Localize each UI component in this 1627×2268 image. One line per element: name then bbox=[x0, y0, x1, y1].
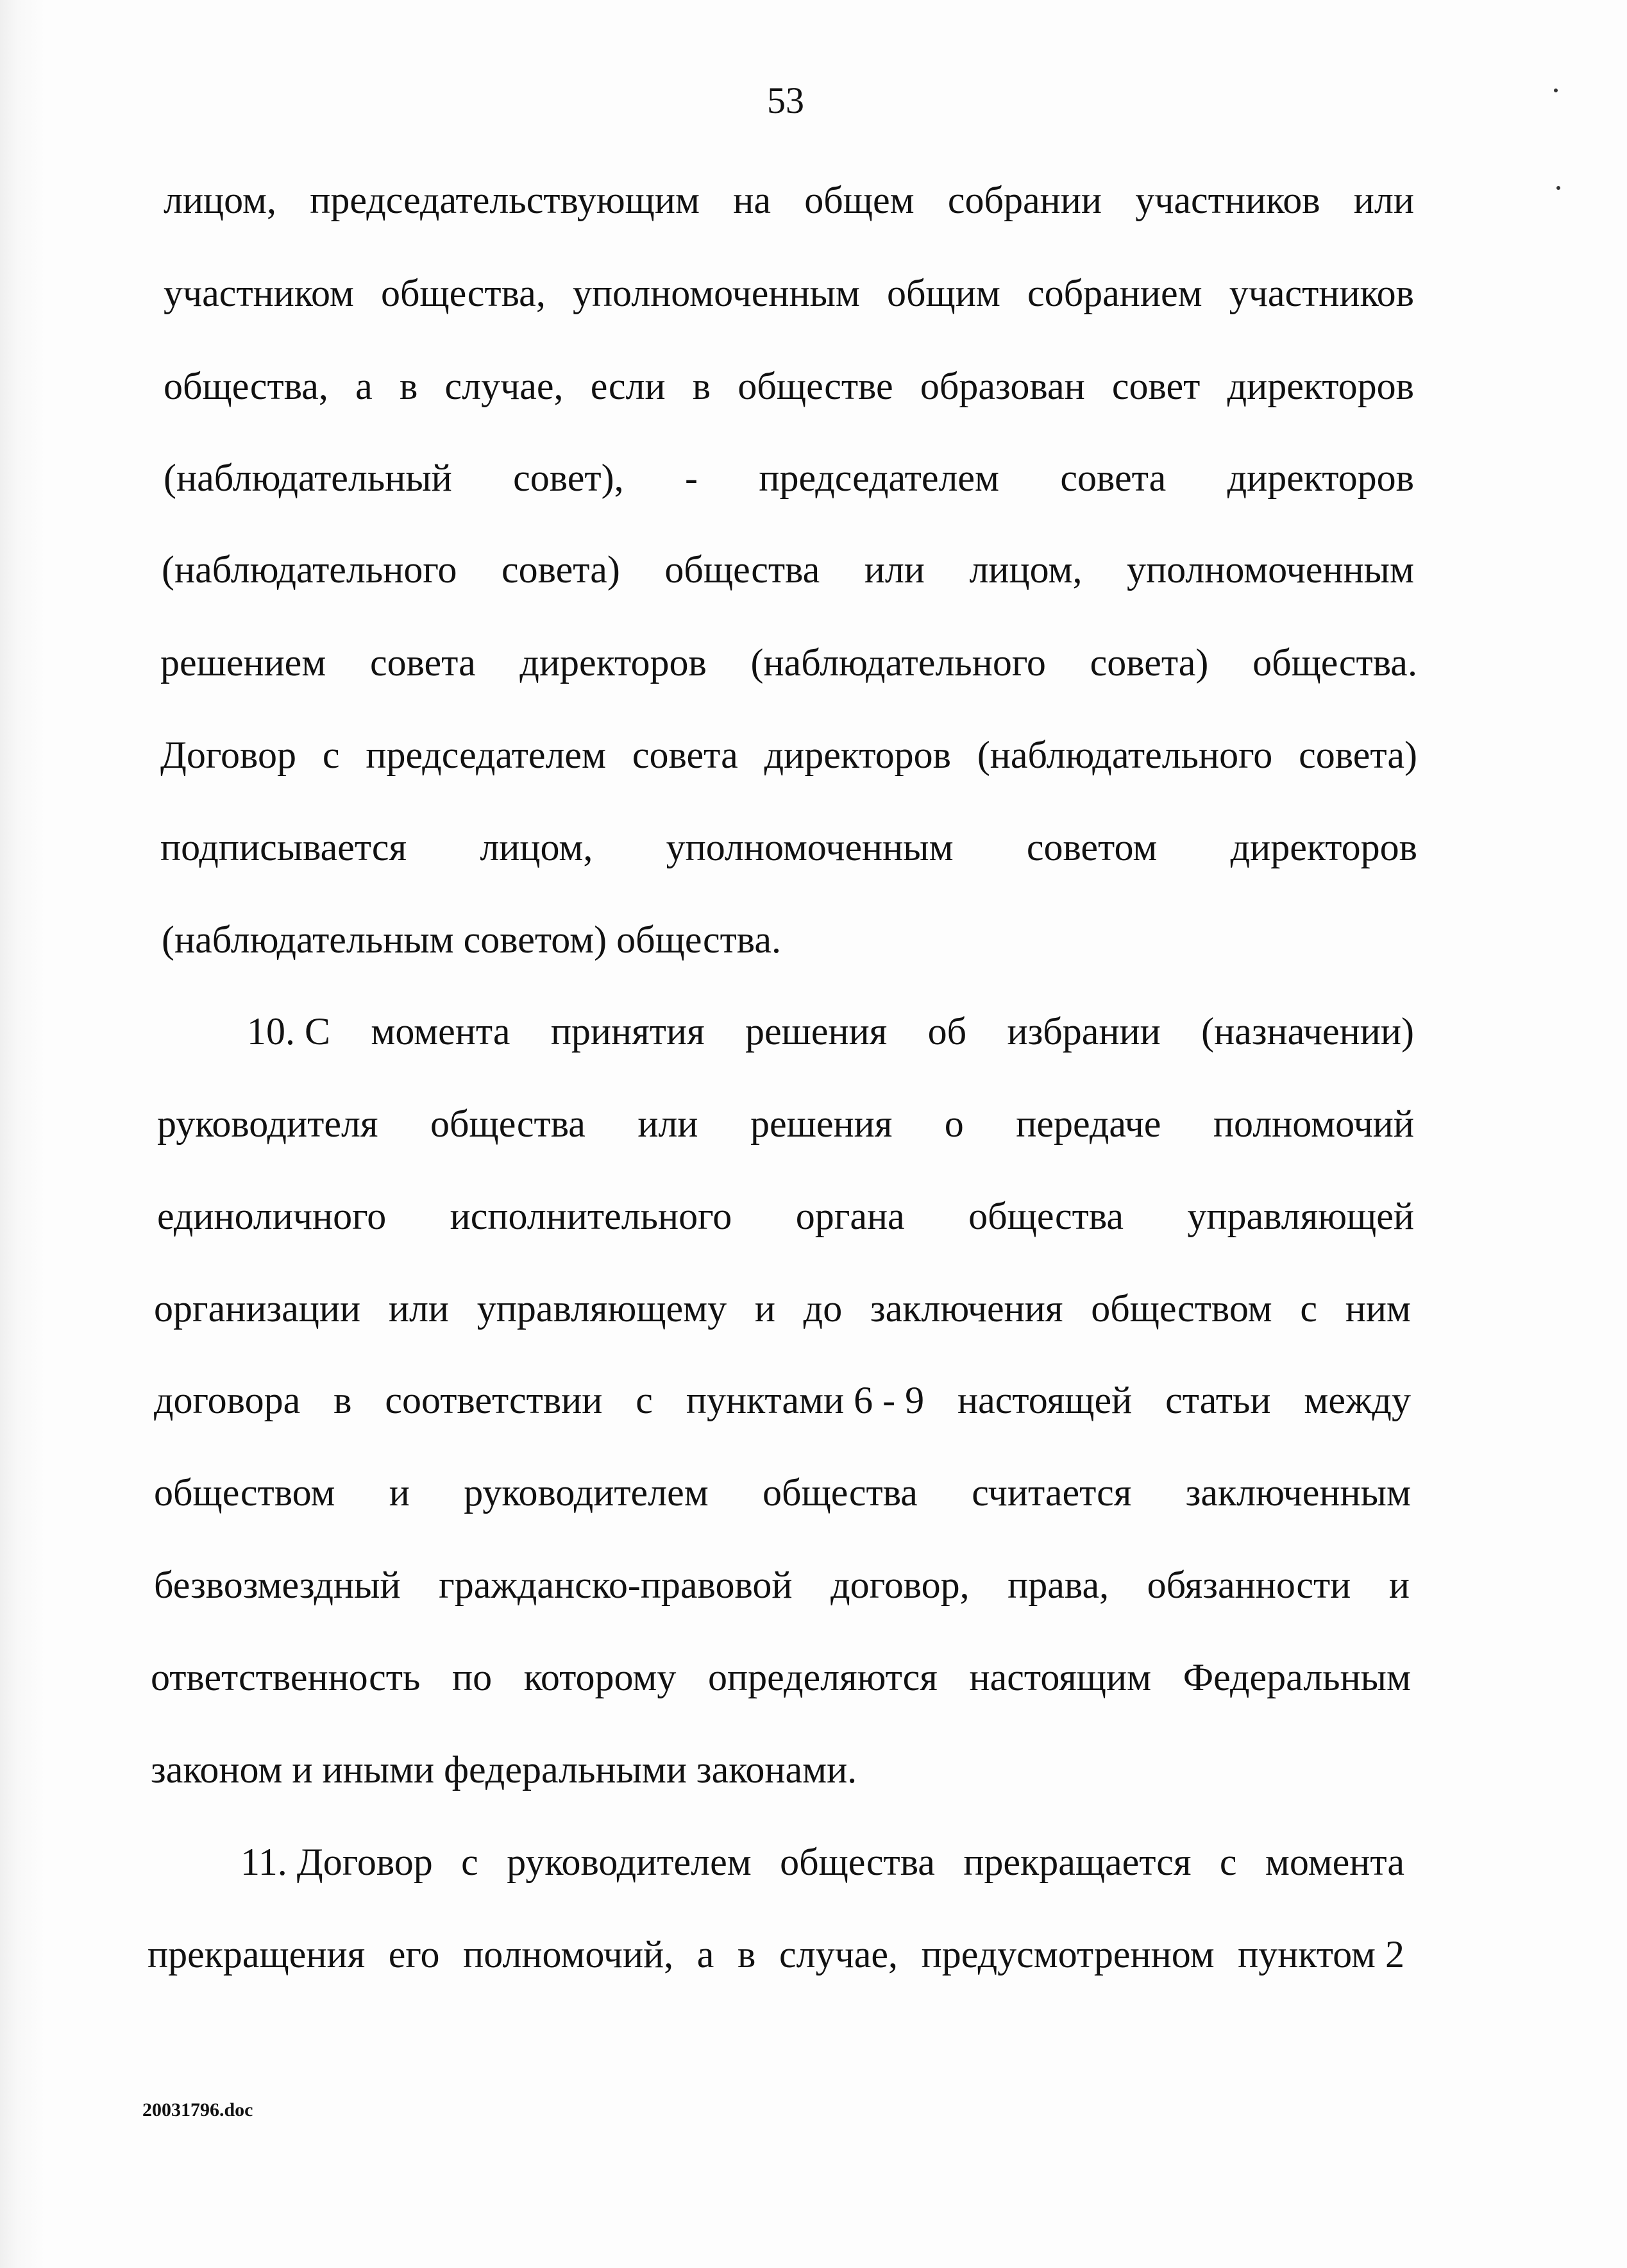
text-word: статьи bbox=[1165, 1379, 1271, 1421]
text-word: директоров bbox=[1227, 365, 1414, 407]
text-word: подписывается bbox=[160, 826, 407, 868]
text-word: образован bbox=[920, 365, 1085, 407]
text-word: лицом, bbox=[164, 179, 276, 221]
text-word: или bbox=[1353, 179, 1414, 221]
text-word: пунктом 2 bbox=[1238, 1933, 1404, 1976]
text-line bbox=[164, 459, 1414, 497]
text-word: (наблюдательный bbox=[164, 457, 452, 499]
text-line bbox=[157, 1197, 1414, 1235]
page-number: 53 bbox=[767, 80, 804, 121]
text-word: его bbox=[388, 1933, 440, 1976]
text-word: избрании bbox=[1007, 1010, 1161, 1053]
text-word: общества. bbox=[1252, 641, 1417, 684]
text-word: общества, bbox=[164, 365, 328, 407]
text-line bbox=[148, 1935, 1404, 1974]
text-line bbox=[240, 1843, 1404, 1881]
text-word: об bbox=[927, 1010, 967, 1053]
text-word: советом bbox=[1026, 826, 1158, 868]
text-line: законом и иными федеральными законами. bbox=[151, 1748, 857, 1791]
text-word: прекращения bbox=[148, 1933, 366, 1976]
text-word: обществом bbox=[1091, 1287, 1272, 1330]
text-word: лицом, bbox=[480, 826, 593, 868]
text-word: председательствующим bbox=[310, 179, 700, 221]
text-word: (назначении) bbox=[1201, 1010, 1414, 1053]
text-word: договора bbox=[154, 1379, 301, 1421]
text-word: соответствии bbox=[385, 1379, 603, 1421]
text-word: директоров bbox=[764, 734, 951, 776]
text-word: на bbox=[733, 179, 771, 221]
text-word: безвозмездный bbox=[154, 1564, 401, 1606]
text-word: заключенным bbox=[1185, 1471, 1411, 1514]
text-word: участников bbox=[1135, 179, 1320, 221]
text-word: единоличного bbox=[157, 1195, 387, 1237]
text-word: уполномоченным bbox=[572, 272, 860, 314]
text-word: передаче bbox=[1016, 1103, 1161, 1145]
text-line bbox=[160, 736, 1417, 774]
text-word: управляющей bbox=[1187, 1195, 1414, 1237]
text-line bbox=[157, 1104, 1414, 1143]
text-word: совета bbox=[369, 641, 476, 684]
text-word: 11. Договор bbox=[240, 1841, 433, 1883]
text-word: ним bbox=[1345, 1287, 1411, 1330]
text-word: (наблюдательного bbox=[977, 734, 1273, 776]
text-word: случае, bbox=[779, 1933, 898, 1976]
text-word: общества bbox=[664, 548, 820, 591]
text-word: с bbox=[1219, 1841, 1237, 1883]
text-word: общества bbox=[968, 1195, 1124, 1237]
text-word: общим bbox=[887, 272, 1000, 314]
text-word: Федеральным bbox=[1183, 1656, 1411, 1698]
text-word: предусмотренном bbox=[921, 1933, 1215, 1976]
text-word: общем bbox=[804, 179, 915, 221]
text-word: директоров bbox=[1230, 826, 1417, 868]
text-word: с bbox=[322, 734, 340, 776]
text-word: уполномоченным bbox=[666, 826, 954, 868]
text-word: или bbox=[637, 1103, 698, 1145]
text-word: совета) bbox=[1090, 641, 1209, 684]
text-word: совет bbox=[1111, 365, 1201, 407]
text-line bbox=[160, 828, 1417, 867]
text-word: руководителя bbox=[157, 1103, 378, 1145]
scan-edge-shadow bbox=[0, 0, 45, 2268]
text-word: директоров bbox=[519, 641, 707, 684]
text-word: руководителем bbox=[507, 1841, 752, 1883]
text-line bbox=[151, 1658, 1411, 1697]
text-word: а bbox=[355, 365, 373, 407]
text-word: совета) bbox=[1299, 734, 1417, 776]
text-word: или bbox=[864, 548, 925, 591]
text-word: полномочий bbox=[1213, 1103, 1414, 1145]
text-word: о bbox=[944, 1103, 964, 1145]
text-word: и bbox=[389, 1471, 410, 1514]
text-word: с bbox=[636, 1379, 653, 1421]
text-word: заключения bbox=[870, 1287, 1063, 1330]
text-word: собранием bbox=[1027, 272, 1202, 314]
text-word: момента bbox=[371, 1010, 510, 1053]
text-word: полномочий, bbox=[463, 1933, 674, 1976]
text-word: случае, bbox=[444, 365, 564, 407]
text-word: обществом bbox=[154, 1471, 335, 1514]
text-word: настоящей bbox=[957, 1379, 1133, 1421]
text-word: обществе bbox=[738, 365, 893, 407]
text-word: считается bbox=[972, 1471, 1132, 1514]
text-word: гражданско-правовой bbox=[439, 1564, 793, 1606]
text-word: пунктами 6 - 9 bbox=[686, 1379, 925, 1421]
text-word: (наблюдательного bbox=[750, 641, 1046, 684]
text-word: которому bbox=[523, 1656, 677, 1698]
text-word: совет), bbox=[513, 457, 624, 499]
text-word: ответственность bbox=[151, 1656, 421, 1698]
text-word: решением bbox=[160, 641, 326, 684]
text-word: с bbox=[461, 1841, 478, 1883]
document-filename: 20031796.doc bbox=[142, 2099, 253, 2120]
text-word: в bbox=[692, 365, 711, 407]
text-word: определяются bbox=[708, 1656, 938, 1698]
text-word: по bbox=[452, 1656, 493, 1698]
text-word: и bbox=[754, 1287, 775, 1330]
text-word: в bbox=[738, 1933, 756, 1976]
text-line bbox=[164, 181, 1414, 219]
text-word: обязанности bbox=[1147, 1564, 1351, 1606]
text-word: участников bbox=[1229, 272, 1414, 314]
text-word: совета bbox=[632, 734, 738, 776]
text-line bbox=[154, 1289, 1411, 1328]
text-word: участником bbox=[164, 272, 354, 314]
text-word: общества, bbox=[380, 272, 546, 314]
text-word: а bbox=[696, 1933, 714, 1976]
text-word: собрании bbox=[947, 179, 1102, 221]
text-word: или bbox=[388, 1287, 449, 1330]
text-word: совета bbox=[1060, 457, 1167, 499]
text-word: в bbox=[399, 365, 418, 407]
text-word: в bbox=[333, 1379, 352, 1421]
text-word: с bbox=[1300, 1287, 1317, 1330]
text-word: если bbox=[590, 365, 666, 407]
text-line bbox=[154, 1381, 1411, 1419]
text-word: и bbox=[1388, 1564, 1410, 1606]
text-word: председателем bbox=[759, 457, 1000, 499]
text-line bbox=[164, 367, 1414, 405]
text-word: председателем bbox=[366, 734, 607, 776]
text-word: между bbox=[1304, 1379, 1411, 1421]
text-word: руководителем bbox=[464, 1471, 709, 1514]
text-word: лицом, bbox=[969, 548, 1083, 591]
scan-speck bbox=[1556, 186, 1560, 190]
text-word: решения bbox=[750, 1103, 893, 1145]
text-word: общества bbox=[780, 1841, 935, 1883]
text-word: Договор bbox=[160, 734, 296, 776]
text-line bbox=[154, 1566, 1410, 1604]
text-word: договор, bbox=[830, 1564, 970, 1606]
text-line bbox=[160, 643, 1417, 682]
text-word: совета) bbox=[502, 548, 620, 591]
text-word: - bbox=[684, 457, 698, 499]
text-word: прекращается bbox=[963, 1841, 1192, 1883]
text-word: исполнительного bbox=[450, 1195, 732, 1237]
text-word: уполномоченным bbox=[1126, 548, 1414, 591]
text-word: 10. С bbox=[247, 1010, 331, 1053]
text-word: управляющему bbox=[476, 1287, 727, 1330]
text-line bbox=[247, 1012, 1414, 1051]
text-line: (наблюдательным советом) общества. bbox=[162, 918, 781, 961]
text-word: (наблюдательного bbox=[162, 548, 457, 591]
text-line bbox=[164, 274, 1414, 312]
text-line bbox=[162, 550, 1414, 589]
text-word: момента bbox=[1265, 1841, 1404, 1883]
text-word: решения bbox=[745, 1010, 888, 1053]
text-word: организации bbox=[154, 1287, 361, 1330]
text-word: органа bbox=[795, 1195, 905, 1237]
text-word: принятия bbox=[550, 1010, 705, 1053]
text-word: права, bbox=[1007, 1564, 1109, 1606]
text-word: настоящим bbox=[969, 1656, 1152, 1698]
text-word: директоров bbox=[1227, 457, 1414, 499]
text-word: общества bbox=[430, 1103, 586, 1145]
text-word: до bbox=[803, 1287, 843, 1330]
text-word: общества bbox=[763, 1471, 918, 1514]
text-line bbox=[154, 1473, 1411, 1512]
